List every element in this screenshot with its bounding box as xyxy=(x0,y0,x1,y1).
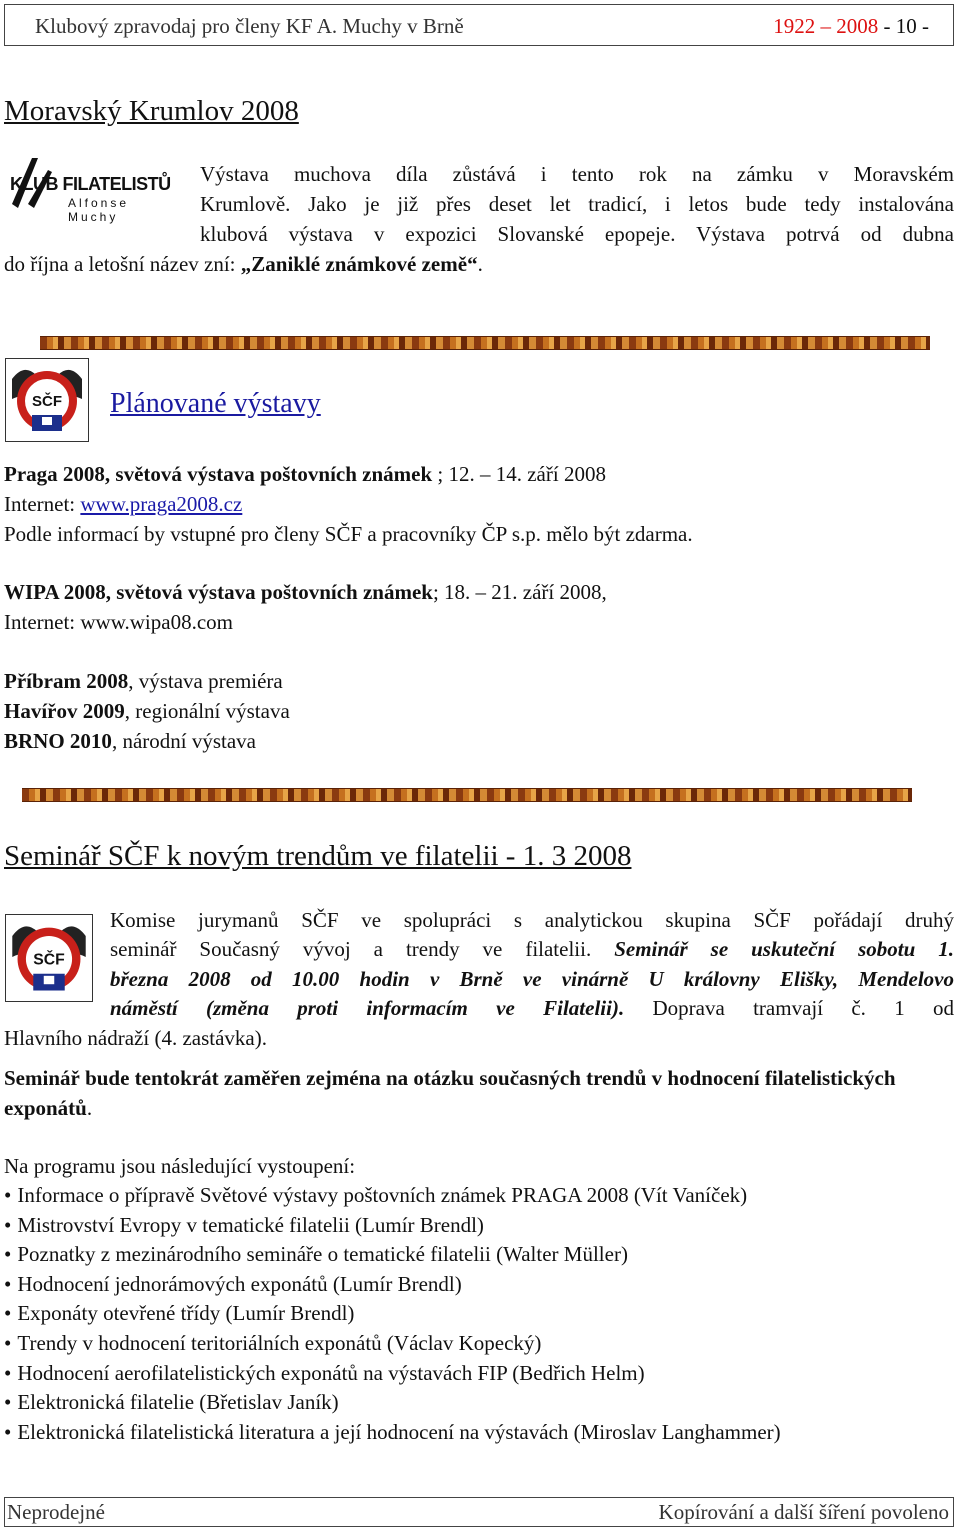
klub-logo-subtext: Alfonse Muchy xyxy=(68,196,130,224)
praga-info: Podle informací by vstupné pro členy SČF a pracovníky ČP s.p. mělo být zdarma. xyxy=(4,522,693,546)
bullet-icon: • xyxy=(4,1242,12,1267)
krumlov-line-4-end: . xyxy=(477,252,483,276)
bullet-icon: • xyxy=(4,1390,12,1415)
program-list xyxy=(4,1181,781,1447)
scf-emblem-icon xyxy=(6,359,88,441)
bullet-icon: • xyxy=(4,1183,12,1207)
seminar-focus-end: . xyxy=(86,1096,93,1120)
scf-logo-2 xyxy=(5,914,93,1002)
krumlov-line-1: Výstava muchova díla zůstává i tento rok na zámku v Moravském xyxy=(200,162,954,186)
header-years: 1922 – 2008 xyxy=(773,14,879,38)
havirov-desc: , regionální výstava xyxy=(124,699,290,723)
bullet-icon: • xyxy=(4,1301,12,1326)
seminar-line-2 xyxy=(110,934,954,964)
praga-link[interactable]: www.praga2008.cz xyxy=(80,492,243,516)
bullet-icon: • xyxy=(4,1419,12,1444)
scf-logo-1 xyxy=(5,358,89,442)
page-footer xyxy=(4,1497,954,1527)
klub-filatelistu-logo xyxy=(4,150,184,224)
krumlov-title: Moravský Krumlov 2008 xyxy=(4,95,299,127)
program-item-text: Mistrovství Evropy v tematické filatelii (Lumír Brendl) xyxy=(17,1212,484,1237)
praga-name: Praga 2008, světová výstava poštovních známek xyxy=(4,462,433,486)
seminar-line-1: Komise jurymanů SČF ve spolupráci s analytickou skupina SČF pořádají druhý xyxy=(110,908,954,932)
brno-line xyxy=(4,726,256,756)
program-item xyxy=(4,1418,781,1448)
pribram-desc: , výstava premiéra xyxy=(128,669,283,693)
footer-right: Kopírování a další šíření povoleno xyxy=(658,1500,949,1524)
planned-title: Plánované výstavy xyxy=(110,388,321,419)
header-publication: Klubový zpravodaj pro členy KF A. Muchy v Brně xyxy=(35,14,464,38)
pribram-name: Příbram 2008 xyxy=(4,669,129,693)
brno-name: BRNO 2010 xyxy=(4,729,112,753)
seminar-title: Seminář SČF k novým trendům ve filatelii - 1. 3 2008 xyxy=(4,840,632,872)
header-page-number: - 10 - xyxy=(878,14,929,38)
havirov-name: Havířov 2009 xyxy=(4,699,125,723)
brno-desc: , národní výstava xyxy=(111,729,256,753)
seminar-line-5: Hlavního nádraží (4. zastávka). xyxy=(4,1026,267,1050)
exhibition-name: „Zaniklé známkové země“ xyxy=(240,252,478,276)
praga-dates: ; 12. – 14. září 2008 xyxy=(432,462,606,486)
praga-internet-label: Internet: xyxy=(4,492,81,516)
program-item xyxy=(4,1359,781,1389)
praga-internet xyxy=(4,489,242,519)
program-item-text: Hodnocení aerofilatelistických exponátů na výstavách FIP (Bedřich Helm) xyxy=(17,1360,645,1385)
program-item-text: Trendy v hodnocení teritoriálních exponátů (Václav Kopecký) xyxy=(17,1330,542,1355)
program-item xyxy=(4,1240,781,1270)
scf-logo-1-text: SČF xyxy=(32,393,62,410)
scf-logo-2-text: SČF xyxy=(33,951,65,969)
seminar-focus xyxy=(4,1063,944,1123)
wipa-internet: Internet: www.wipa08.com xyxy=(4,610,233,634)
program-item-text: Elektronická filatelie (Břetislav Janík) xyxy=(17,1390,339,1415)
krumlov-line-2: Krumlově. Jako je již přes deset let tradicí, i letos bude tedy instalována xyxy=(200,192,954,216)
program-item-text: Exponáty otevřené třídy (Lumír Brendl) xyxy=(17,1301,355,1326)
program-item xyxy=(4,1181,781,1211)
seminar-transport: Doprava tramvají č. 1 od xyxy=(624,996,955,1020)
bullet-icon: • xyxy=(4,1360,12,1385)
ornamental-divider-1 xyxy=(40,336,930,350)
program-item-text: Poznatky z mezinárodního semináře o tematické filatelii (Walter Müller) xyxy=(17,1242,628,1267)
program-item-text: Elektronická filatelistická literatura a její hodnocení na výstavách (Miroslav Langhammer) xyxy=(17,1419,781,1444)
wipa-line xyxy=(4,577,607,607)
program-item xyxy=(4,1299,781,1329)
header-right xyxy=(773,14,929,39)
klub-logo-text: KLUB FILATELISTŮ xyxy=(10,174,171,194)
seminar-line-4 xyxy=(110,993,954,1023)
scf-emblem-icon xyxy=(6,915,92,1001)
seminar-line-3: března 2008 od 10.00 hodin v Brně ve vinárně U královny Elišky, Mendelovo xyxy=(110,967,954,991)
seminar-date-text: Seminář se uskuteční sobotu 1. xyxy=(614,937,954,961)
program-item-text: Hodnocení jednorámových exponátů (Lumír Brendl) xyxy=(17,1271,462,1296)
seminar-focus-text: Seminář bude tentokrát zaměřen zejména na otázku současných trendů v hodnocení filatelistických exponátů xyxy=(4,1066,896,1120)
program-item-text: Informace o přípravě Světové výstavy poštovních známek PRAGA 2008 (Vít Vaníček) xyxy=(17,1183,748,1207)
bullet-icon: • xyxy=(4,1212,12,1237)
wipa-dates: ; 18. – 21. září 2008, xyxy=(432,580,607,604)
seminar-line-2-text: seminář Současný vývoj a trendy ve filatelii. xyxy=(110,937,615,961)
program-intro: Na programu jsou následující vystoupení: xyxy=(4,1154,356,1178)
pribram-line xyxy=(4,666,283,696)
bullet-icon: • xyxy=(4,1330,12,1355)
krumlov-line-4-text: do října a letošní název zní: xyxy=(4,252,241,276)
havirov-line xyxy=(4,696,290,726)
program-item xyxy=(4,1388,781,1418)
footer-left: Neprodejné xyxy=(7,1500,105,1524)
program-item xyxy=(4,1270,781,1300)
seminar-venue-note: náměstí (změna proti informacím ve Filatelii). xyxy=(110,996,625,1020)
program-item xyxy=(4,1329,781,1359)
program-item xyxy=(4,1211,781,1241)
krumlov-line-4 xyxy=(4,249,483,279)
krumlov-line-3: klubová výstava v expozici Slovanské epopeje. Výstava potrvá od dubna xyxy=(200,222,954,246)
praga-line xyxy=(4,459,606,489)
bullet-icon: • xyxy=(4,1271,12,1296)
page-header xyxy=(4,4,954,46)
wipa-name: WIPA 2008, světová výstava poštovních známek xyxy=(4,580,433,604)
ornamental-divider-2 xyxy=(22,788,912,802)
